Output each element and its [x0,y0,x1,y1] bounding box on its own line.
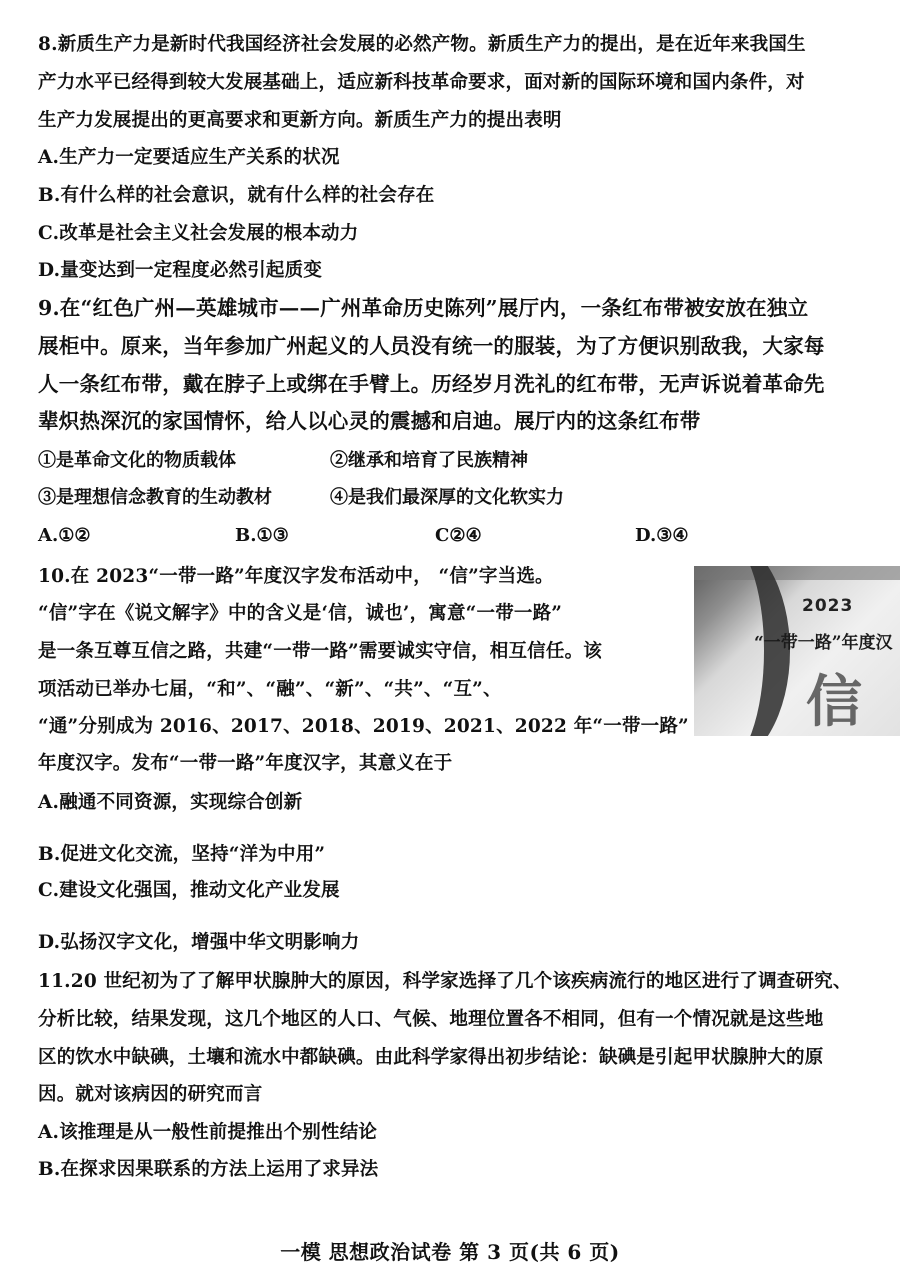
q10-option-c: C.建设文化强国，推动文化产业发展 [38,880,340,901]
photo-caption: “一带一路”年度汉 [754,633,893,653]
q8-option-c: C.改革是社会主义社会发展的根本动力 [38,223,359,244]
q11-stem-line: 11.20 世纪初为了了解甲状腺肿大的原因，科学家选择了几个该疾病流行的地区进行了调查研究、 [38,971,852,992]
q10-stem-line: “信”字在《说文解字》中的含义是‘信，诚也’，寓意“一带一路” [38,603,563,624]
q8-stem-line: 产力水平已经得到较大发展基础上，适应新科技革命要求，面对新的国际环境和国内条件，对 [38,72,805,93]
q9-statement-4: ④是我们最深厚的文化软实力 [330,487,564,508]
q8-option-d: D.量变达到一定程度必然引起质变 [38,260,323,281]
hanzi-of-the-year-photo [694,566,900,736]
q10-stem-line: 是一条互尊互信之路，共建“一带一路”需要诚实守信，相互信任。该 [38,641,602,662]
q9-choice-c: C②④ [435,525,482,546]
q9-choice-b: B.①③ [235,525,289,546]
q9-statement-3: ③是理想信念教育的生动教材 [38,487,272,508]
q11-option-b: B.在探求因果联系的方法上运用了求异法 [38,1159,379,1180]
q8-stem-line: 生产力发展提出的更高要求和更新方向。新质生产力的提出表明 [38,110,562,131]
q10-stem-line: 年度汉字。发布“一带一路”年度汉字，其意义在于 [38,753,453,774]
q11-stem-line: 分析比较，结果发现，这几个地区的人口、气候、地理位置各不相同，但有一个情况就是这些地 [38,1009,824,1030]
q10-option-b: B.促进文化交流，坚持“洋为中用” [38,844,326,865]
q10-option-a: A.融通不同资源，实现综合创新 [38,792,303,813]
q11-stem-line: 因。就对该病因的研究而言 [38,1084,263,1105]
photo-character: 信 [806,669,862,735]
q10-option-d: D.弘扬汉字文化，增强中华文明影响力 [38,932,360,953]
q9-stem-line: 人一条红布带，戴在脖子上或绑在手臂上。历经岁月洗礼的红布带，无声诉说着革命先 [38,372,825,396]
q8-stem-line: 8.新质生产力是新时代我国经济社会发展的必然产物。新质生产力的提出，是在近年来我国生 [38,34,806,55]
q9-stem-line: 展柜中。原来，当年参加广州起义的人员没有统一的服装，为了方便识别敌我，大家每 [38,334,825,358]
q10-stem-line: 10.在 2023“一带一路”年度汉字发布活动中， “信”字当选。 [38,566,554,587]
page-footer: 一模 思想政治试卷 第 3 页(共 6 页) [280,1240,620,1264]
q9-statement-2: ②继承和培育了民族精神 [330,450,528,471]
q9-choice-a: A.①② [38,525,91,546]
q9-choice-d: D.③④ [635,525,689,546]
q11-option-a: A.该推理是从一般性前提推出个别性结论 [38,1122,378,1143]
q8-option-b: B.有什么样的社会意识，就有什么样的社会存在 [38,185,435,206]
q9-stem-line: 辈炽热深沉的家国情怀，给人以心灵的震撼和启迪。展厅内的这条红布带 [38,409,701,433]
q10-stem-line: “通”分别成为 2016、2017、2018、2019、2021、2022 年“一带一路” [38,716,689,737]
q10-stem-line: 项活动已举办七届，“和”、“融”、“新”、“共”、“互”、 [38,679,502,700]
photo-year-label: 2023 [802,596,854,616]
q9-statement-1: ①是革命文化的物质载体 [38,450,236,471]
q8-option-a: A.生产力一定要适应生产关系的状况 [38,147,340,168]
q11-stem-line: 区的饮水中缺碘，土壤和流水中都缺碘。由此科学家得出初步结论：缺碘是引起甲状腺肿大的原 [38,1047,824,1068]
q9-stem-line: 9.在“红色广州—英雄城市——广州革命历史陈列”展厅内，一条红布带被安放在独立 [38,296,809,320]
